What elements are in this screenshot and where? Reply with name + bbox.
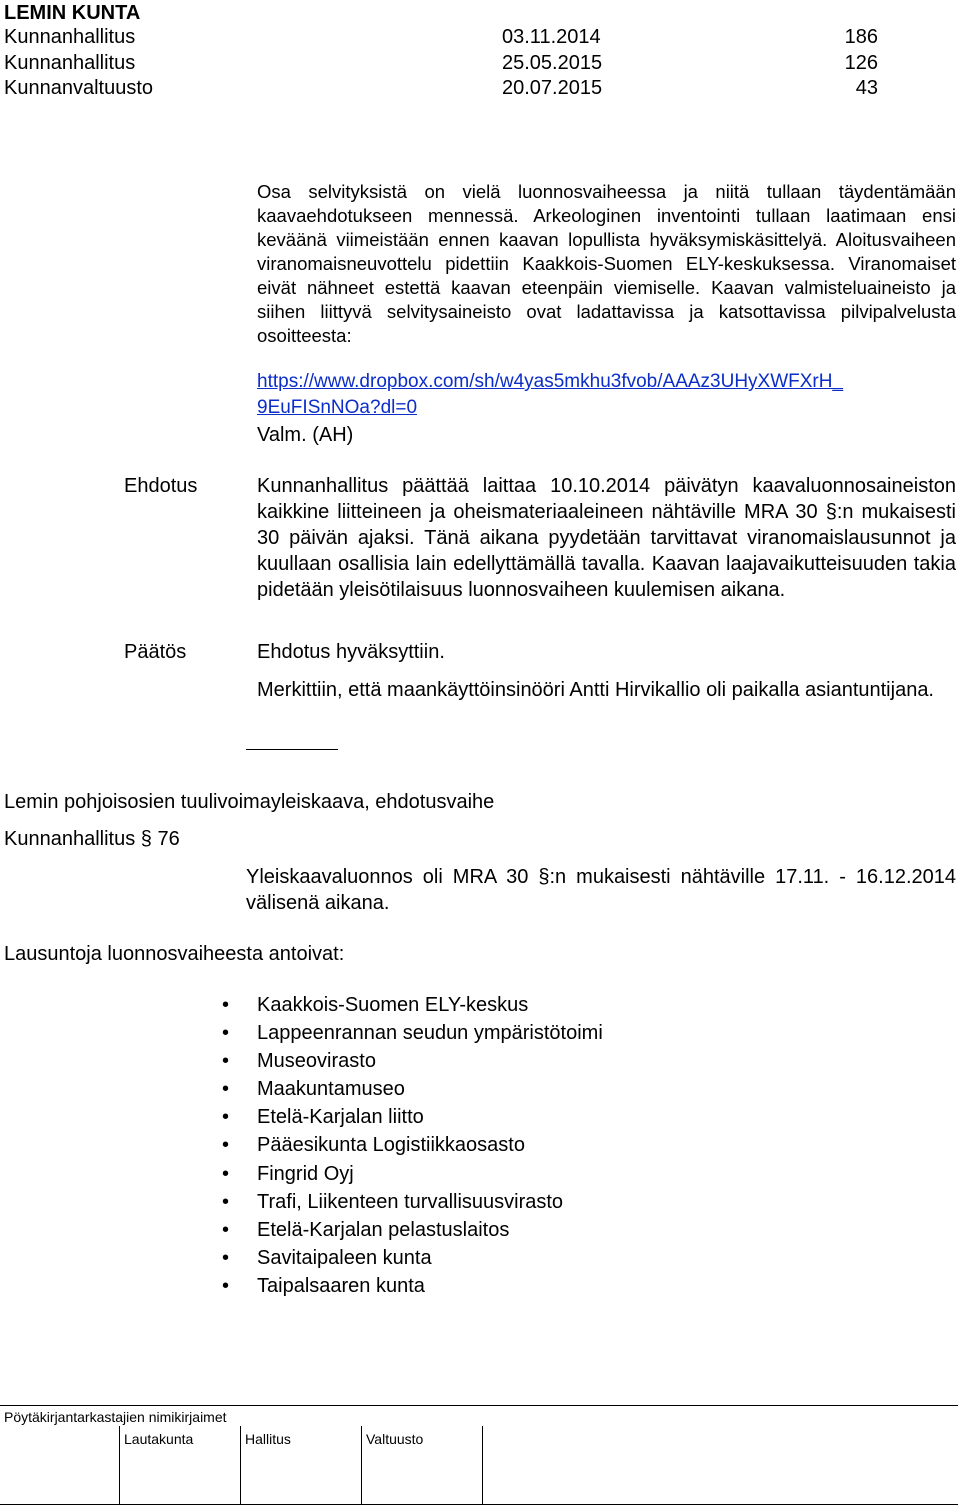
list-item bbox=[218, 1048, 603, 1076]
header-row-body: Kunnanhallitus bbox=[4, 26, 136, 48]
list-item bbox=[218, 992, 603, 1020]
list-item-label: Pääesikunta Logistiikkaosasto bbox=[257, 1134, 525, 1157]
bullet-icon: • bbox=[222, 1078, 230, 1101]
list-item bbox=[218, 1020, 603, 1048]
section-paragraph: Yleiskaavaluonnos oli MRA 30 §:n mukaisesti nähtäville 17.11. - 16.12.2014 välisenä aikana. bbox=[246, 866, 956, 914]
section-title: Lemin pohjoisosien tuulivoimayleiskaava, ehdotusvaihe bbox=[4, 791, 495, 813]
list-item bbox=[218, 1217, 603, 1245]
bullet-icon: • bbox=[222, 1134, 230, 1157]
bullet-icon: • bbox=[222, 1190, 230, 1213]
section-reference: Kunnanhallitus § 76 bbox=[4, 828, 180, 850]
header-row-number: 43 bbox=[855, 77, 878, 99]
list-item-label: Etelä-Karjalan liitto bbox=[257, 1106, 424, 1129]
list-item bbox=[218, 1161, 603, 1189]
proposal-label: Ehdotus bbox=[124, 475, 198, 497]
list-item-label: Lappeenrannan seudun ympäristötoimi bbox=[257, 1022, 603, 1045]
header-row-number: 126 bbox=[844, 52, 878, 74]
list-item-label: Etelä-Karjalan pelastuslaitos bbox=[257, 1218, 510, 1241]
bullet-icon: • bbox=[222, 1162, 230, 1185]
dropbox-link-line1[interactable]: https://www.dropbox.com/sh/w4yas5mkhu3fvob/AAAz3UHyXWFXrH_ bbox=[257, 371, 844, 392]
footer-col-hallitus: Hallitus bbox=[245, 1431, 291, 1447]
list-item-label: Trafi, Liikenteen turvallisuusvirasto bbox=[257, 1190, 564, 1213]
header-row-number: 186 bbox=[844, 26, 878, 48]
bullet-icon: • bbox=[222, 1106, 230, 1129]
list-item bbox=[218, 1189, 603, 1217]
bullet-icon: • bbox=[222, 1246, 230, 1269]
header-row-body: Kunnanhallitus bbox=[4, 52, 136, 74]
list-item bbox=[218, 1076, 603, 1104]
list-item bbox=[218, 1104, 603, 1132]
decision-note: Merkittiin, että maankäyttöinsinööri Antti Hirvikallio oli paikalla asiantuntijana. bbox=[257, 679, 934, 701]
footer-col-lautakunta: Lautakunta bbox=[124, 1431, 194, 1447]
list-item-label: Taipalsaaren kunta bbox=[257, 1274, 425, 1297]
statements-label: Lausuntoja luonnosvaiheesta antoivat: bbox=[4, 943, 345, 965]
header-row-date: 25.05.2015 bbox=[502, 52, 603, 74]
organization-name: LEMIN KUNTA bbox=[4, 2, 141, 24]
list-item bbox=[218, 1245, 603, 1273]
dropbox-link-line2[interactable]: 9EuFISnNOa?dl=0 bbox=[257, 397, 418, 418]
list-item-label: Savitaipaleen kunta bbox=[257, 1246, 432, 1269]
bullet-icon: • bbox=[222, 1050, 230, 1073]
bullet-icon: • bbox=[222, 1218, 230, 1241]
proposal-text: Kunnanhallitus päättää laittaa 10.10.2014 päivätyn kaavaluonnosaineiston kaikkine liitteineen ja oheismateriaaleineen nähtäville MRA 30 §:n mukaisesti 30 päivän ajaksi. Tänä aikana pyydetään tarvittavat viranomaislausunnot ja kuullaan osallisia lain edellyttämällä tavalla. Kaavan laajavaikutteisuuden takia pidetään yleisötilaisuus luonnosvaiheen kuulemisen aikana. bbox=[257, 475, 956, 601]
header-row-date: 03.11.2014 bbox=[502, 26, 601, 48]
footer-divider bbox=[482, 1426, 483, 1504]
footer-col-valtuusto: Valtuusto bbox=[366, 1431, 424, 1447]
intro-paragraph: Osa selvityksistä on vielä luonnosvaiheessa ja niitä tullaan täydentämään kaavaehdotukseen mennessä. Arkeologinen inventointi tullaan laatimaan ensi keväänä viimeistään ennen kaavan lopullista hyväksymiskäsittelyä. Aloitusvaiheen viranomaisneuvottelu pidettiin Kaakkois-Suomen ELY-keskuksessa. Viranomaiset eivät nähneet estettä kaavan eteenpäin viemiselle. Kaavan valmisteluaineisto ja siihen liittyvä selvitysaineisto ovat ladattavissa ja katsottavissa pilvipalvelusta osoitteesta: bbox=[257, 181, 956, 346]
footer-title: Pöytäkirjantarkastajien nimikirjaimet bbox=[4, 1409, 227, 1425]
list-item bbox=[218, 1273, 603, 1301]
header-row-date: 20.07.2015 bbox=[502, 77, 603, 99]
footer-divider bbox=[119, 1426, 120, 1504]
list-item bbox=[218, 1132, 603, 1160]
footer-bottom-border bbox=[0, 1504, 958, 1505]
statements-list bbox=[218, 992, 603, 1301]
list-item-label: Fingrid Oyj bbox=[257, 1162, 354, 1185]
footer-divider bbox=[240, 1426, 241, 1504]
bullet-icon: • bbox=[222, 994, 230, 1016]
section-divider bbox=[246, 749, 338, 750]
list-item-label: Maakuntamuseo bbox=[257, 1078, 405, 1101]
header-row-body: Kunnanvaltuusto bbox=[4, 77, 154, 99]
decision-text: Ehdotus hyväksyttiin. bbox=[257, 641, 445, 663]
bullet-icon: • bbox=[222, 1022, 230, 1045]
list-item-label: Kaakkois-Suomen ELY-keskus bbox=[257, 994, 529, 1016]
preparer-note: Valm. (AH) bbox=[257, 424, 354, 446]
decision-label: Päätös bbox=[124, 641, 187, 663]
footer-top-border bbox=[0, 1405, 958, 1406]
footer-divider bbox=[361, 1426, 362, 1504]
list-item-label: Museovirasto bbox=[257, 1050, 376, 1073]
bullet-icon: • bbox=[222, 1274, 230, 1297]
